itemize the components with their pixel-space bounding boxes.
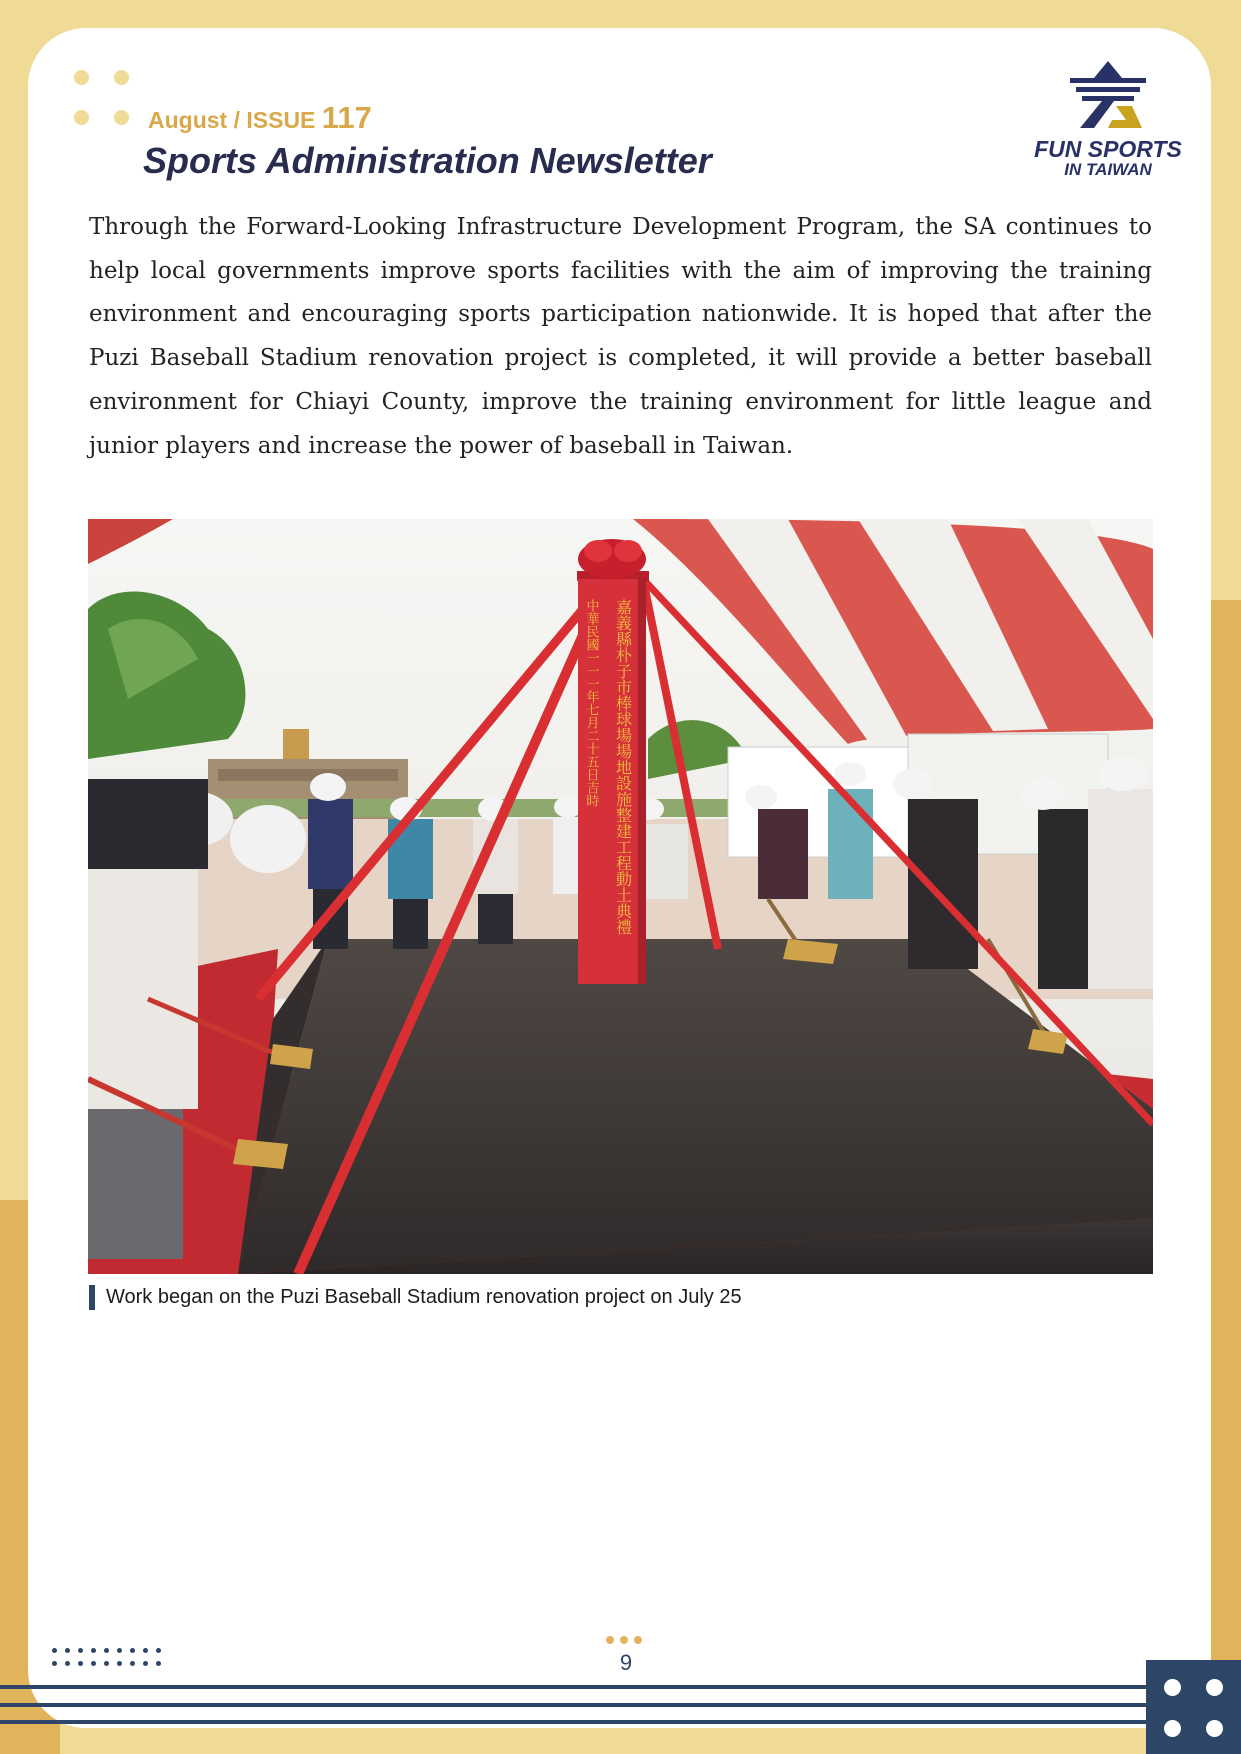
issue-prefix: August / ISSUE [148,107,316,133]
photo-caption: Work began on the Puzi Baseball Stadium renovation project on July 25 [106,1286,742,1308]
footer-stripe-1 [0,1685,1146,1689]
article-body: Through the Forward-Looking Infrastructure Development Program, the SA continues to help local governments improve sports facilities with the aim of improving the training environment and encouraging sports participation nationwide. It is hoped that after the Puzi Baseball Stadium renovation project is completed, it will provide a better baseball environment for Chiayi County, improve the training environment for little league and junior players and increase the power of baseball in Taiwan. [89,214,1152,459]
newsletter-title: Sports Administration Newsletter [143,140,712,181]
pillar-inscription: 嘉義縣朴子市棒球場場地設施整建工程動土典禮 [613,599,633,935]
issue-number: 117 [321,100,372,135]
header-decorative-dots [74,70,134,130]
page-number-dots [606,1636,650,1646]
caption-accent-bar [89,1285,95,1310]
footer-stripe-2 [0,1703,1146,1707]
groundbreaking-ceremony-photo [88,519,1153,1274]
fun-sports-logo [1030,58,1186,183]
page-number: 9 [619,1650,633,1675]
footer-stripe-3 [0,1720,1146,1724]
issue-label [148,100,372,136]
logo-text-in-taiwan: IN TAIWAN [1064,160,1152,179]
footer-corner-block [1146,1660,1241,1754]
logo-text-fun-sports: FUN SPORTS [1034,136,1182,162]
fun-sports-star-icon [1030,58,1186,134]
footer-decorative-dots [52,1648,172,1678]
pillar-date-inscription: 中華民國一一一年七月二十五日吉時 [583,599,599,807]
